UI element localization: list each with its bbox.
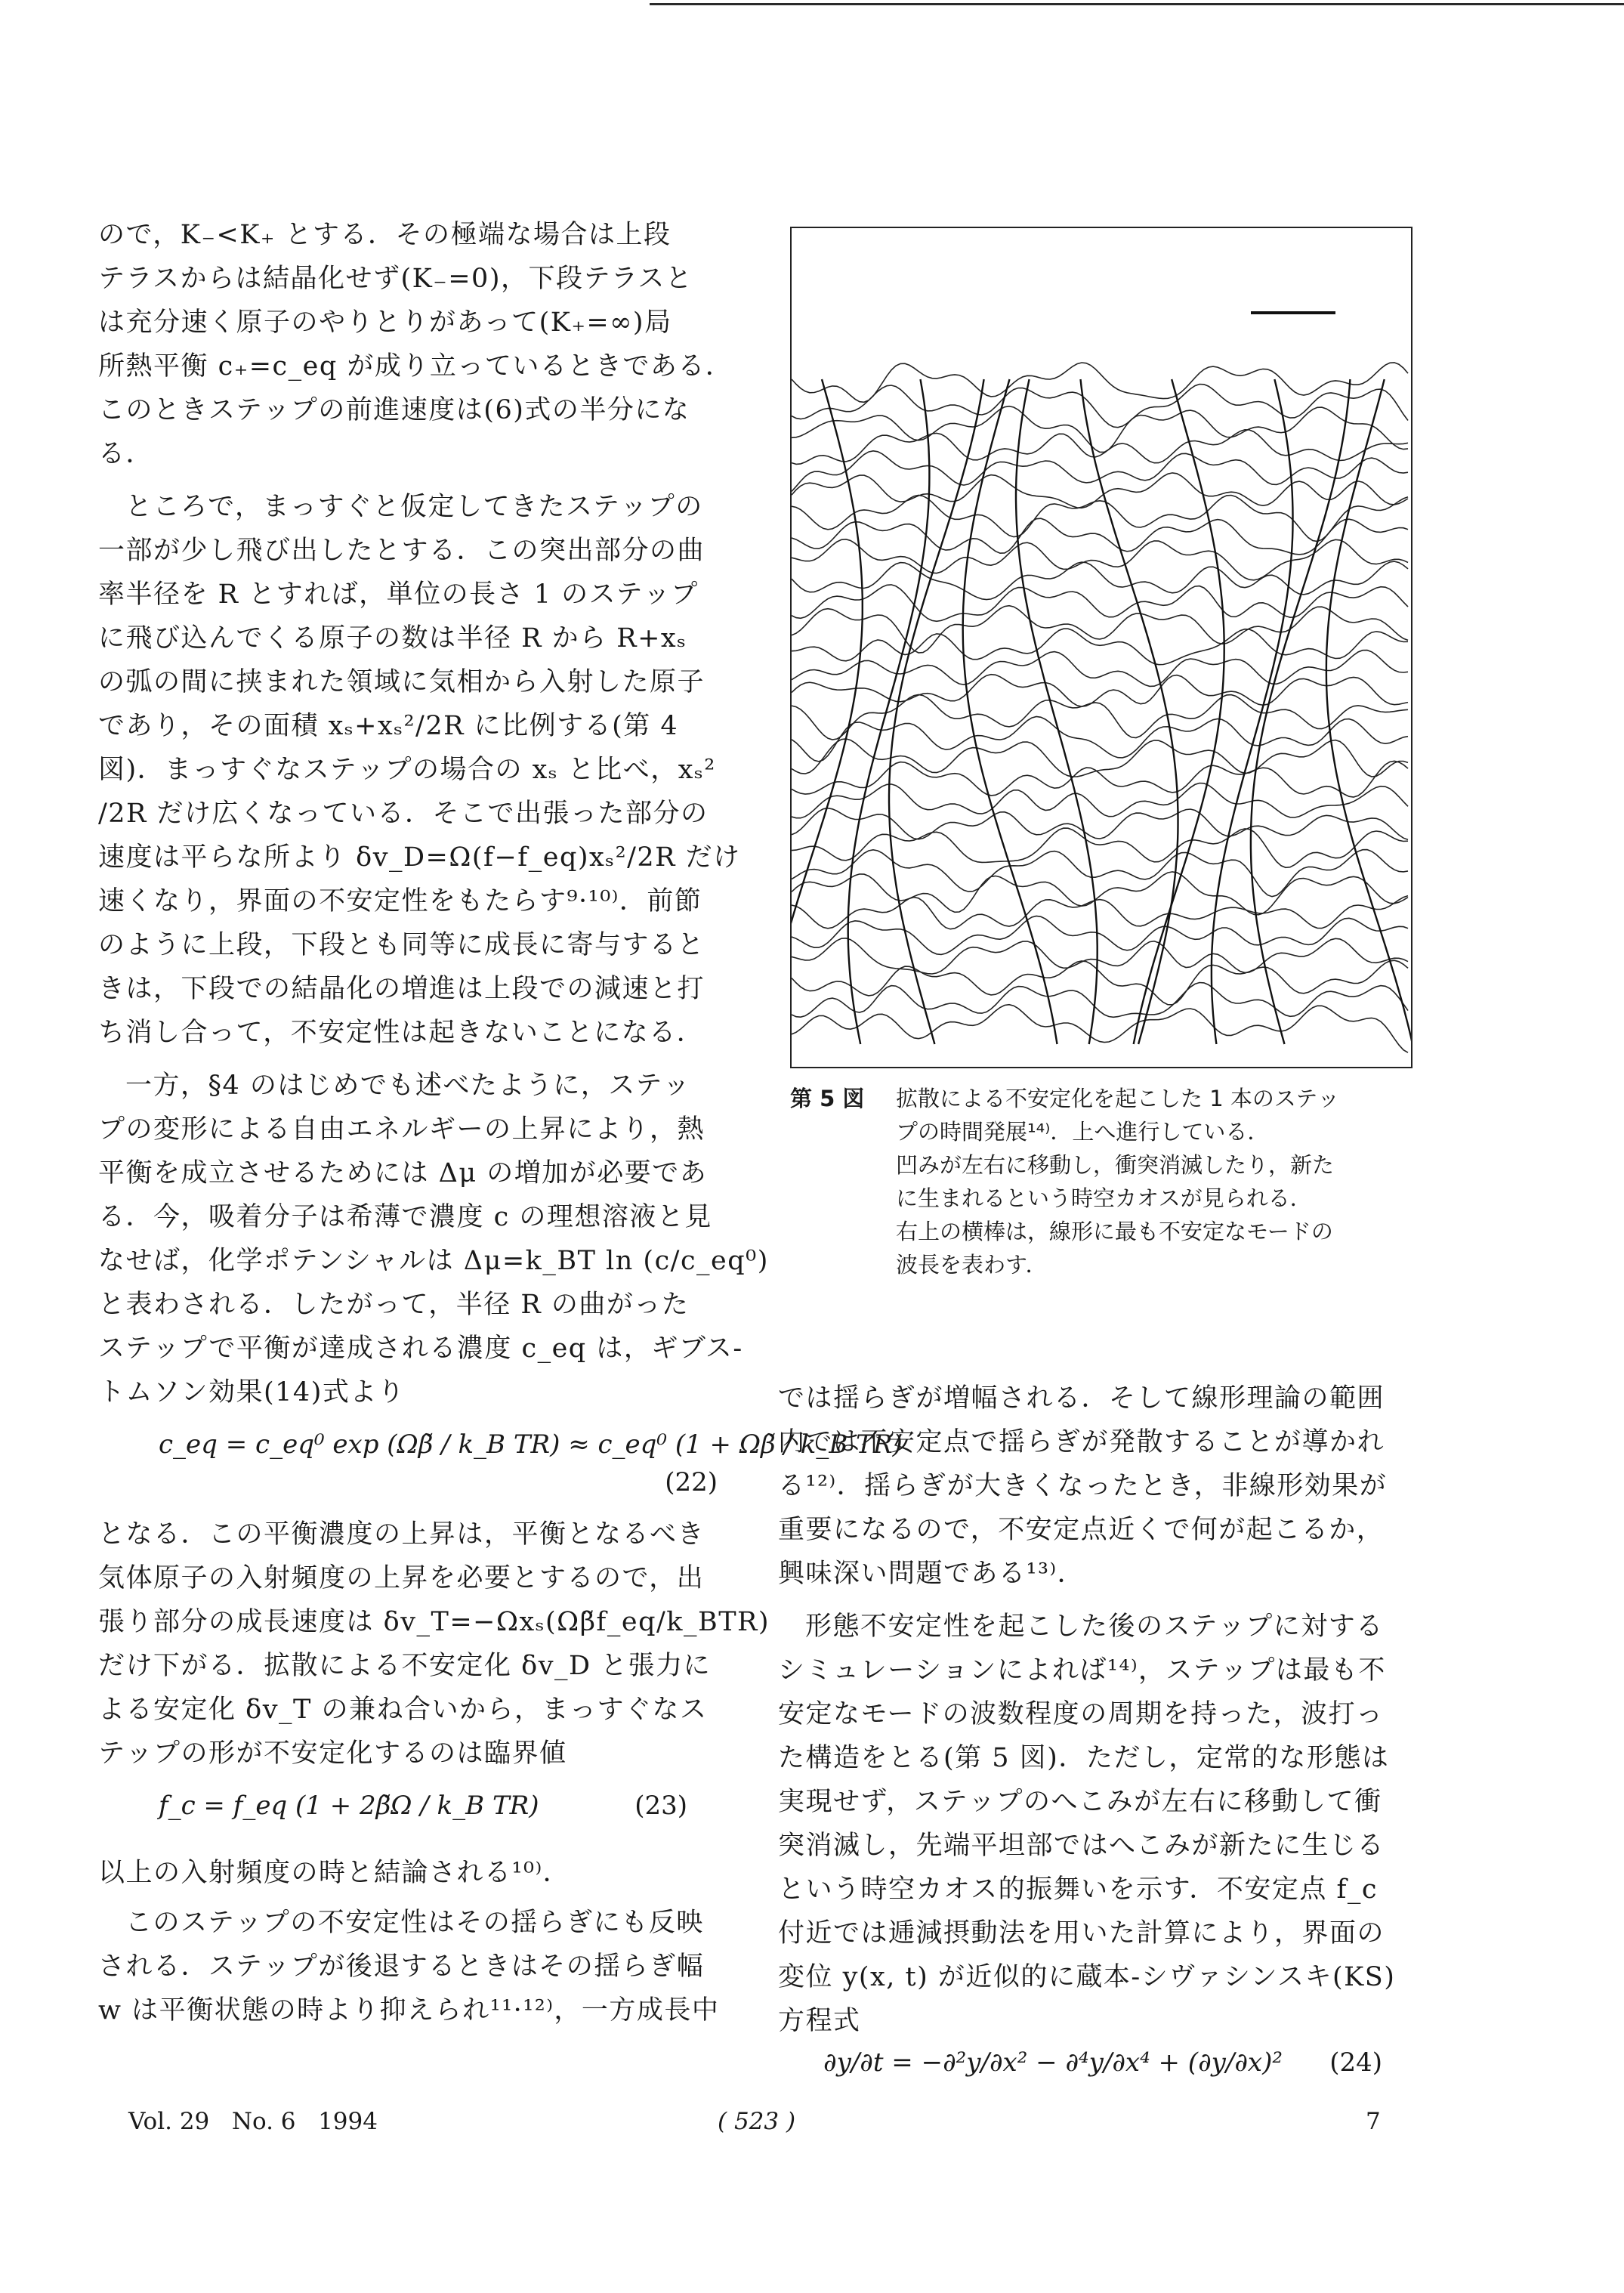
text-line: という時空カオス的振舞いを示す．不安定点 f_c [778, 1874, 1379, 1905]
text-line: 気体原子の入射頻度の上昇を必要とするので，出 [98, 1563, 705, 1593]
text-line: 速度は平らな所より δv_D=Ω(f−f_eq)xₛ²/2R だけ [98, 842, 741, 873]
text-line: 率半径を R とすれば，単位の長さ 1 のステップ [98, 579, 699, 610]
figure-label: 第 5 図 [790, 1086, 865, 1111]
text-line: であり，その面積 xₛ+xₛ²/2R に比例する(第 4 [98, 711, 679, 741]
text-line: 速くなり，界面の不安定性をもたらす⁹·¹⁰⁾．前節 [98, 886, 702, 916]
text-line: だけ下がる．拡散による不安定化 δv_D と張力に [98, 1651, 712, 1681]
caption-line: 右上の横棒は，線形に最も不安定なモードの [896, 1219, 1333, 1244]
step-contour-line [792, 717, 1408, 762]
text-line: 方程式 [778, 2006, 861, 2036]
text-line: 実現せず，ステップのへこみが左右に移動して衝 [778, 1787, 1382, 1817]
text-line: と表わされる．したがって，半径 R の曲がった [98, 1290, 690, 1320]
text-line: ところで，まっすぐと仮定してきたステップの [125, 492, 703, 522]
caption-line: プの時間発展¹⁴⁾．上へ進行している． [896, 1119, 1270, 1145]
text-line: ち消し合って，不安定性は起きないことになる． [98, 1018, 705, 1048]
groove-trace [1016, 379, 1098, 1044]
text-line: なせば，化学ポテンシャルは Δμ=k_BT ln (c/c_eq⁰) [98, 1246, 769, 1276]
step-contours-plot [792, 228, 1411, 1067]
text-line: 平衡を成立させるためには Δμ の増加が必要であ [98, 1158, 708, 1188]
text-line: 図)．まっすぐなステップの場合の xₛ と比べ，xₛ² [98, 755, 716, 785]
text-line: の弧の間に挟まれた領域に気相から入射した原子 [98, 667, 705, 697]
caption-line: 波長を表わす． [896, 1252, 1048, 1278]
step-contour-line [792, 938, 1408, 974]
text-line: w は平衡状態の時より抑えられ¹¹·¹²⁾，一方成長中 [98, 1995, 720, 2026]
equation-number: (24) [1329, 2047, 1382, 2078]
groove-trace [1134, 379, 1224, 1044]
text-line: る．今，吸着分子は希薄で濃度 c の理想溶液と見 [98, 1202, 712, 1232]
step-contour-line [792, 808, 1408, 840]
equation-body: ∂y/∂t = −∂²y/∂x² − ∂⁴y/∂x⁴ + (∂y/∂x)² [823, 2047, 1283, 2078]
text-line: 興味深い問題である¹³⁾． [778, 1559, 1085, 1589]
equation-body: f_c = f_eq (1 + 2β̃Ω / k_B TR) [159, 1791, 539, 1821]
text-line: 安定なモードの波数程度の周期を持った，波打っ [778, 1699, 1384, 1729]
text-line: 突消滅し，先端平坦部ではへこみが新たに生じる [778, 1831, 1385, 1861]
paragraph [98, 213, 733, 476]
text-line: た構造をとる(第 5 図)．ただし，定常的な形態は [778, 1743, 1390, 1773]
equation-number: (22) [665, 1467, 718, 1497]
paragraph [778, 1605, 1405, 2043]
paragraph [98, 485, 741, 1055]
text-line: トムソン効果(14)式より [98, 1377, 406, 1408]
paragraph [98, 1513, 770, 1775]
text-line: る¹²⁾．揺らぎが大きくなったとき，非線形効果が [778, 1471, 1388, 1501]
caption-line: 凹みが左右に移動し，衝突消滅したり，新た [896, 1152, 1335, 1178]
step-contour-line [792, 739, 1408, 777]
equation-body: c_eq = c_eq⁰ exp (Ωβ̃ / k_B TR) ≈ c_eq⁰ (1 + Ωβ̃ / k_B TR) [159, 1429, 903, 1460]
step-contour-line [792, 561, 1408, 600]
text-line: 重要になるので，不安定点近くで何が起こるか， [778, 1515, 1385, 1545]
step-contour-line [792, 675, 1408, 707]
caption-text [896, 1082, 1417, 1281]
text-line: は充分速く原子のやりとりがあって(K₊=∞)局 [98, 307, 672, 338]
text-line: 変位 y(x, t) が近似的に蔵本-シヴァシンスキ(KS) [778, 1962, 1396, 1992]
caption-line: に生まれるという時空カオスが見られる． [896, 1185, 1312, 1211]
text-line: される．ステップが後退するときはその揺らぎ幅 [98, 1952, 705, 1982]
footer-journal: Vol. 29 No. 6 1994 [128, 2108, 378, 2135]
footer-page-center: ( 523 ) [718, 2108, 796, 2135]
text-line: 張り部分の成長速度は δv_T=−Ωxₛ(Ωβ̃f_eq/k_BTR) [98, 1607, 770, 1637]
text-line: /2R だけ広くなっている．そこで出張った部分の [98, 799, 709, 829]
equation-22 [98, 1414, 903, 1513]
equation-number: (23) [634, 1791, 687, 1821]
paragraph [98, 1901, 718, 2032]
step-contour-line [792, 850, 1408, 897]
right-column [778, 1377, 1405, 2096]
equation-24 [778, 2043, 1405, 2096]
figure-caption [790, 1082, 1417, 1281]
text-line: ので，K₋<K₊ とする．その極端な場合は上段 [98, 220, 672, 250]
text-line: 一部が少し飛び出したとする．この突出部分の曲 [98, 536, 705, 566]
step-contour-line [792, 451, 1408, 492]
step-contour-line [792, 651, 1408, 687]
groove-trace [1081, 379, 1178, 1044]
step-contour-line [792, 916, 1408, 955]
step-contour-line [792, 761, 1408, 797]
text-line: 一方，§4 のはじめでも述べたように，ステッ [125, 1071, 691, 1101]
text-line: る． [98, 439, 154, 469]
step-contour-line [792, 872, 1408, 915]
step-contour-line [792, 828, 1408, 867]
text-line: このときステップの前進速度は(6)式の半分にな [98, 395, 690, 425]
caption-line: 拡散による不安定化を起こした 1 本のステッ [896, 1086, 1340, 1111]
text-line: シミュレーションによれば¹⁴⁾，ステップは最も不 [778, 1655, 1386, 1686]
step-contour-line [792, 430, 1408, 465]
text-line: に飛び込んでくる原子の数は半径 R から R+xₛ [98, 623, 687, 654]
text-line: よる安定化 δv_T の兼ね合いから，まっすぐなス [98, 1695, 708, 1725]
paragraph [778, 1377, 1405, 1596]
groove-trace [1326, 379, 1411, 1044]
paragraph [98, 1064, 769, 1414]
step-contour-line [792, 629, 1408, 665]
step-contour-line [792, 406, 1408, 453]
text-line: 付近では逓減摂動法を用いた計算により，界面の [778, 1918, 1385, 1948]
header-rule [650, 3, 1624, 5]
text-line: 以上の入射頻度の時と結論される¹⁰⁾． [98, 1858, 571, 1888]
text-line: のように上段，下段とも同等に成長に寄与すると [98, 930, 705, 960]
equation-23 [98, 1775, 718, 1851]
step-contour-line [792, 783, 1408, 818]
text-line: 形態不安定性を起こした後のステップに対する [805, 1612, 1384, 1642]
text-line: 所熱平衡 c₊=c_eq が成り立っているときである． [98, 351, 733, 382]
text-line: では揺らぎが増幅される．そして線形理論の範囲 [778, 1383, 1385, 1414]
text-line: 内では不安定点で揺らぎが発散することが導かれ [778, 1427, 1385, 1457]
text-line: このステップの不安定性はその揺らぎにも反映 [125, 1908, 704, 1938]
step-contour-line [792, 363, 1408, 402]
groove-trace [1251, 379, 1351, 1044]
paragraph [98, 1851, 718, 1895]
text-line: テップの形が不安定化するのは臨界値 [98, 1738, 567, 1769]
text-line: テラスからは結晶化せず(K₋=0)，下段テラスと [98, 264, 693, 294]
figure-5-simulation [790, 227, 1413, 1068]
text-line: きは，下段での結晶化の増進は上段での減速と打 [98, 974, 705, 1004]
text-line: プの変形による自由エネルギーの上昇により，熱 [98, 1114, 705, 1145]
text-line: となる．この平衡濃度の上昇は，平衡となるべき [98, 1519, 705, 1550]
step-contour-line [792, 896, 1408, 929]
text-line: ステップで平衡が達成される濃度 c_eq は，ギブス- [98, 1333, 743, 1364]
footer-page-number: 7 [1366, 2108, 1381, 2135]
